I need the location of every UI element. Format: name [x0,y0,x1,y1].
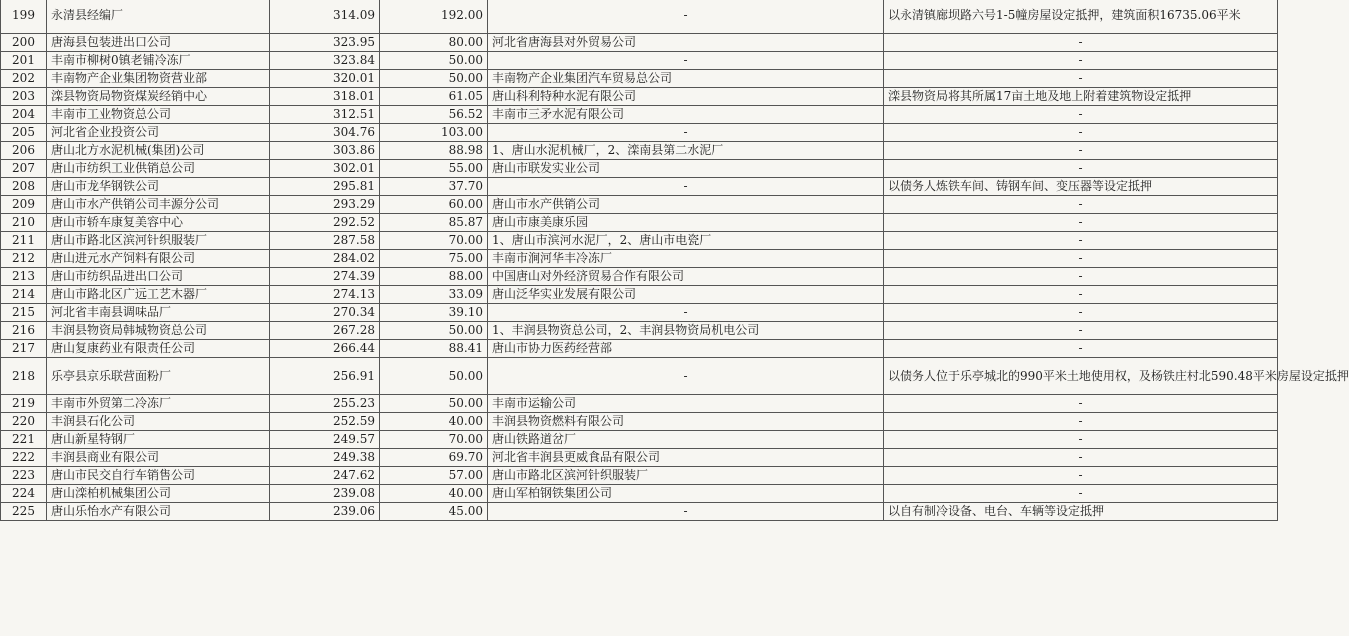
row-number: 211 [1,232,47,250]
collateral-cell: 以债务人位于乐亭城北的990平米土地使用权，及杨铁庄村北590.48平米房屋设定抵押 [884,358,1278,395]
table-row [1,124,1278,142]
amount-secondary: 60.00 [380,196,488,214]
collateral-cell: - [884,106,1278,124]
row-number: 215 [1,304,47,322]
table-row [1,232,1278,250]
table-row [1,160,1278,178]
row-number: 213 [1,268,47,286]
table-row [1,250,1278,268]
amount-principal: 274.39 [270,268,380,286]
amount-principal: 252.59 [270,413,380,431]
debtor-name: 河北省企业投资公司 [47,124,270,142]
amount-secondary: 61.05 [380,88,488,106]
row-number: 223 [1,467,47,485]
debtor-name: 唐山滦柏机械集团公司 [47,485,270,503]
row-number: 214 [1,286,47,304]
debtor-name: 唐山乐怡水产有限公司 [47,503,270,521]
collateral-cell: - [884,467,1278,485]
amount-principal: 314.09 [270,0,380,34]
amount-secondary: 50.00 [380,322,488,340]
amount-principal: 270.34 [270,304,380,322]
table-row [1,0,1278,34]
amount-principal: 256.91 [270,358,380,395]
collateral-cell: - [884,70,1278,88]
collateral-cell: - [884,340,1278,358]
table-row [1,467,1278,485]
amount-principal: 247.62 [270,467,380,485]
table-row [1,358,1278,395]
collateral-cell: - [884,268,1278,286]
amount-secondary: 39.10 [380,304,488,322]
amount-principal: 287.58 [270,232,380,250]
debtor-name: 唐山市水产供销公司丰源分公司 [47,196,270,214]
collateral-cell: - [884,485,1278,503]
amount-principal: 274.13 [270,286,380,304]
guarantor-cell: 唐山市康美康乐园 [488,214,884,232]
table-row [1,178,1278,196]
debtor-name: 乐亭县京乐联营面粉厂 [47,358,270,395]
debtor-name: 唐山市龙华钢铁公司 [47,178,270,196]
amount-secondary: 50.00 [380,395,488,413]
guarantor-cell: 河北省唐海县对外贸易公司 [488,34,884,52]
amount-secondary: 75.00 [380,250,488,268]
row-number: 205 [1,124,47,142]
amount-secondary: 50.00 [380,358,488,395]
row-number: 206 [1,142,47,160]
guarantor-cell: 1、唐山市滨河水泥厂，2、唐山市电瓷厂 [488,232,884,250]
collateral-cell: - [884,124,1278,142]
guarantor-cell: 丰南市三矛水泥有限公司 [488,106,884,124]
amount-principal: 266.44 [270,340,380,358]
guarantor-cell: 1、丰润县物资总公司，2、丰润县物资局机电公司 [488,322,884,340]
guarantor-cell: 中国唐山对外经济贸易合作有限公司 [488,268,884,286]
table-row [1,214,1278,232]
amount-secondary: 88.98 [380,142,488,160]
guarantor-cell: 丰润县物资燃料有限公司 [488,413,884,431]
amount-secondary: 40.00 [380,413,488,431]
guarantor-cell: 河北省丰润县更威食品有限公司 [488,449,884,467]
amount-secondary: 88.41 [380,340,488,358]
amount-secondary: 33.09 [380,286,488,304]
amount-principal: 239.06 [270,503,380,521]
row-number: 204 [1,106,47,124]
row-number: 217 [1,340,47,358]
guarantor-cell: - [488,503,884,521]
guarantor-cell: 丰南物产企业集团汽车贸易总公司 [488,70,884,88]
table-row [1,304,1278,322]
guarantor-cell: 唐山军柏钢铁集团公司 [488,485,884,503]
guarantor-cell: 唐山市协力医药经营部 [488,340,884,358]
amount-secondary: 50.00 [380,52,488,70]
collateral-cell: - [884,286,1278,304]
amount-principal: 303.86 [270,142,380,160]
collateral-cell: - [884,34,1278,52]
row-number: 210 [1,214,47,232]
row-number: 225 [1,503,47,521]
amount-secondary: 88.00 [380,268,488,286]
row-number: 203 [1,88,47,106]
row-number: 216 [1,322,47,340]
collateral-cell: - [884,214,1278,232]
guarantor-cell: 唐山科利特种水泥有限公司 [488,88,884,106]
row-number: 224 [1,485,47,503]
debtor-name: 唐山市轿车康复美容中心 [47,214,270,232]
collateral-cell: - [884,250,1278,268]
row-number: 207 [1,160,47,178]
collateral-cell: - [884,431,1278,449]
debtor-name: 丰南市柳树0镇老铺冷冻厂 [47,52,270,70]
debtor-name: 滦县物资局物资煤炭经销中心 [47,88,270,106]
row-number: 209 [1,196,47,214]
debtor-name: 唐山市路北区滨河针织服装厂 [47,232,270,250]
amount-principal: 323.84 [270,52,380,70]
table-row [1,70,1278,88]
guarantor-cell: 丰南市涧河华丰冷冻厂 [488,250,884,268]
table-row [1,395,1278,413]
row-number: 201 [1,52,47,70]
ledger-body [1,0,1349,521]
guarantor-cell: - [488,358,884,395]
debtor-name: 唐山复康药业有限责任公司 [47,340,270,358]
table-row [1,52,1278,70]
guarantor-cell: 唐山市联发实业公司 [488,160,884,178]
table-row [1,286,1278,304]
table-row [1,88,1278,106]
row-number: 218 [1,358,47,395]
amount-secondary: 50.00 [380,70,488,88]
amount-principal: 239.08 [270,485,380,503]
collateral-cell: - [884,196,1278,214]
amount-secondary: 57.00 [380,467,488,485]
table-row [1,431,1278,449]
debtor-name: 丰南市外贸第二冷冻厂 [47,395,270,413]
table-row [1,142,1278,160]
guarantor-cell: - [488,52,884,70]
guarantor-cell: - [488,178,884,196]
amount-principal: 249.57 [270,431,380,449]
table-row [1,449,1278,467]
guarantor-cell: 唐山铁路道岔厂 [488,431,884,449]
amount-principal: 295.81 [270,178,380,196]
guarantor-cell: - [488,304,884,322]
table-row [1,340,1278,358]
collateral-cell: - [884,413,1278,431]
amount-principal: 318.01 [270,88,380,106]
debtor-name: 永清县经编厂 [47,0,270,34]
debtor-name: 唐山进元水产饲料有限公司 [47,250,270,268]
amount-principal: 302.01 [270,160,380,178]
amount-secondary: 55.00 [380,160,488,178]
debtor-name: 唐山市民交自行车销售公司 [47,467,270,485]
row-number: 222 [1,449,47,467]
amount-secondary: 85.87 [380,214,488,232]
debtor-name: 唐海县包装进出口公司 [47,34,270,52]
collateral-cell: 以自有制冷设备、电台、车辆等设定抵押 [884,503,1278,521]
amount-principal: 255.23 [270,395,380,413]
amount-principal: 249.38 [270,449,380,467]
amount-secondary: 45.00 [380,503,488,521]
amount-principal: 312.51 [270,106,380,124]
row-number: 200 [1,34,47,52]
guarantor-cell: - [488,124,884,142]
guarantor-cell: 唐山泛华实业发展有限公司 [488,286,884,304]
debtor-name: 唐山市路北区广远工艺木器厂 [47,286,270,304]
amount-secondary: 80.00 [380,34,488,52]
debtor-name: 丰南市工业物资总公司 [47,106,270,124]
collateral-cell: - [884,322,1278,340]
collateral-cell: - [884,304,1278,322]
amount-principal: 267.28 [270,322,380,340]
row-number: 220 [1,413,47,431]
collateral-cell: - [884,395,1278,413]
amount-principal: 292.52 [270,214,380,232]
guarantor-cell: 唐山市水产供销公司 [488,196,884,214]
collateral-cell: - [884,52,1278,70]
collateral-cell: - [884,160,1278,178]
row-number: 208 [1,178,47,196]
debtor-name: 丰润县物资局韩城物资总公司 [47,322,270,340]
table-row [1,196,1278,214]
amount-secondary: 40.00 [380,485,488,503]
row-number: 212 [1,250,47,268]
debtor-name: 丰南物产企业集团物资营业部 [47,70,270,88]
guarantor-cell: - [488,0,884,34]
guarantor-cell: 丰南市运输公司 [488,395,884,413]
row-number: 221 [1,431,47,449]
amount-secondary: 103.00 [380,124,488,142]
amount-secondary: 56.52 [380,106,488,124]
amount-principal: 323.95 [270,34,380,52]
table-row [1,34,1278,52]
debtor-name: 丰润县商业有限公司 [47,449,270,467]
table-row [1,503,1278,521]
row-number: 219 [1,395,47,413]
amount-principal: 304.76 [270,124,380,142]
collateral-cell: 滦县物资局将其所属17亩土地及地上附着建筑物设定抵押 [884,88,1278,106]
table-row [1,106,1278,124]
amount-principal: 293.29 [270,196,380,214]
amount-secondary: 69.70 [380,449,488,467]
amount-secondary: 37.70 [380,178,488,196]
collateral-cell: 以债务人炼铁车间、铸钢车间、变压器等设定抵押 [884,178,1278,196]
table-row [1,268,1278,286]
collateral-cell: - [884,232,1278,250]
amount-secondary: 70.00 [380,232,488,250]
table-row [1,322,1278,340]
table-row [1,413,1278,431]
amount-secondary: 70.00 [380,431,488,449]
collateral-cell: - [884,142,1278,160]
debtor-name: 唐山北方水泥机械(集团)公司 [47,142,270,160]
debtor-name: 唐山市纺织品进出口公司 [47,268,270,286]
amount-principal: 320.01 [270,70,380,88]
collateral-cell: - [884,449,1278,467]
guarantor-cell: 1、唐山水泥机械厂，2、滦南县第二水泥厂 [488,142,884,160]
debtor-name: 河北省丰南县调味品厂 [47,304,270,322]
amount-secondary: 192.00 [380,0,488,34]
collateral-cell: 以永清镇廊坝路六号1-5幢房屋设定抵押，建筑面积16735.06平米 [884,0,1278,34]
row-number: 202 [1,70,47,88]
row-number: 199 [1,0,47,34]
debtor-name: 唐山新星特钢厂 [47,431,270,449]
amount-principal: 284.02 [270,250,380,268]
debtor-name: 唐山市纺织工业供销总公司 [47,160,270,178]
debtor-name: 丰润县石化公司 [47,413,270,431]
table-row [1,485,1278,503]
guarantor-cell: 唐山市路北区滨河针织服装厂 [488,467,884,485]
